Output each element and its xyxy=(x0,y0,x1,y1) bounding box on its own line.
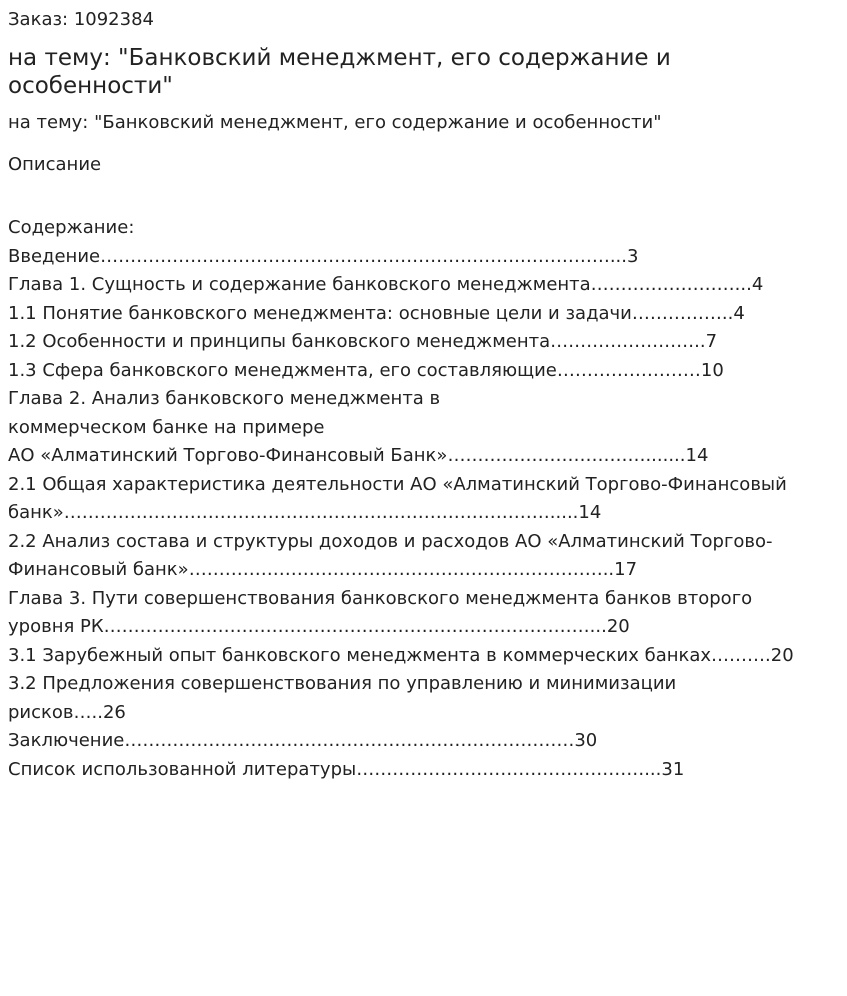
toc-entry: уровня РК………………………………………………………………………...20 xyxy=(8,616,630,637)
description-label: Описание xyxy=(8,154,102,175)
toc-entry: Глава 1. Сущность и содержание банковского менеджмента……………………...4 xyxy=(8,274,764,295)
table-of-contents xyxy=(8,214,839,784)
toc-entry: 2.1 Общая характеристика деятельности АО «Алматинский Торгово-Финансовый xyxy=(8,473,787,495)
toc-entry: Список использованной литературы…………………………………………...31 xyxy=(8,758,685,780)
toc-entry: рисков…..26 xyxy=(8,701,126,723)
toc-entry: 1.2 Особенности и принципы банковского менеджмента……………………..7 xyxy=(8,331,718,352)
toc-entry: Глава 3. Пути совершенствования банковского менеджмента банков второго xyxy=(8,587,753,609)
toc-entry: 3.1 Зарубежный опыт банковского менеджмента в коммерческих банках……….20 xyxy=(8,644,794,666)
toc-entry: 2.2 Анализ состава и структуры доходов и расходов АО «Алматинский Торгово- xyxy=(8,530,773,552)
toc-entry: Глава 2. Анализ банковского менеджмента в xyxy=(8,388,441,409)
page-subtitle: на тему: "Банковский менеджмент, его содержание и особенности" xyxy=(8,112,662,133)
toc-entry: коммерческом банке на примере xyxy=(8,416,325,438)
toc-entry: 1.1 Понятие банковского менеджмента: основные цели и задачи……………..4 xyxy=(8,302,745,324)
toc-entry: 1.3 Сфера банковского менеджмента, его составляющие……………………10 xyxy=(8,359,724,381)
toc-entry: АО «Алматинский Торгово-Финансовый Банк»…………………………….......14 xyxy=(8,445,709,466)
toc-entry: Финансовый банк»……………………………………………………………..17 xyxy=(8,559,638,580)
toc-heading: Содержание: xyxy=(8,217,135,238)
toc-entry: Заключение…………………………………………………………………30 xyxy=(8,730,598,751)
order-number: Заказ: 1092384 xyxy=(8,9,154,30)
page-title: на тему: "Банковский менеджмент, его содержание и особенности" xyxy=(8,45,671,99)
toc-entry: банк»……………………………………………………………………….....14 xyxy=(8,502,602,523)
toc-entry: Введение…………………………………………………………….……………...3 xyxy=(8,245,639,267)
toc-entry: 3.2 Предложения совершенствования по управлению и минимизации xyxy=(8,673,677,694)
